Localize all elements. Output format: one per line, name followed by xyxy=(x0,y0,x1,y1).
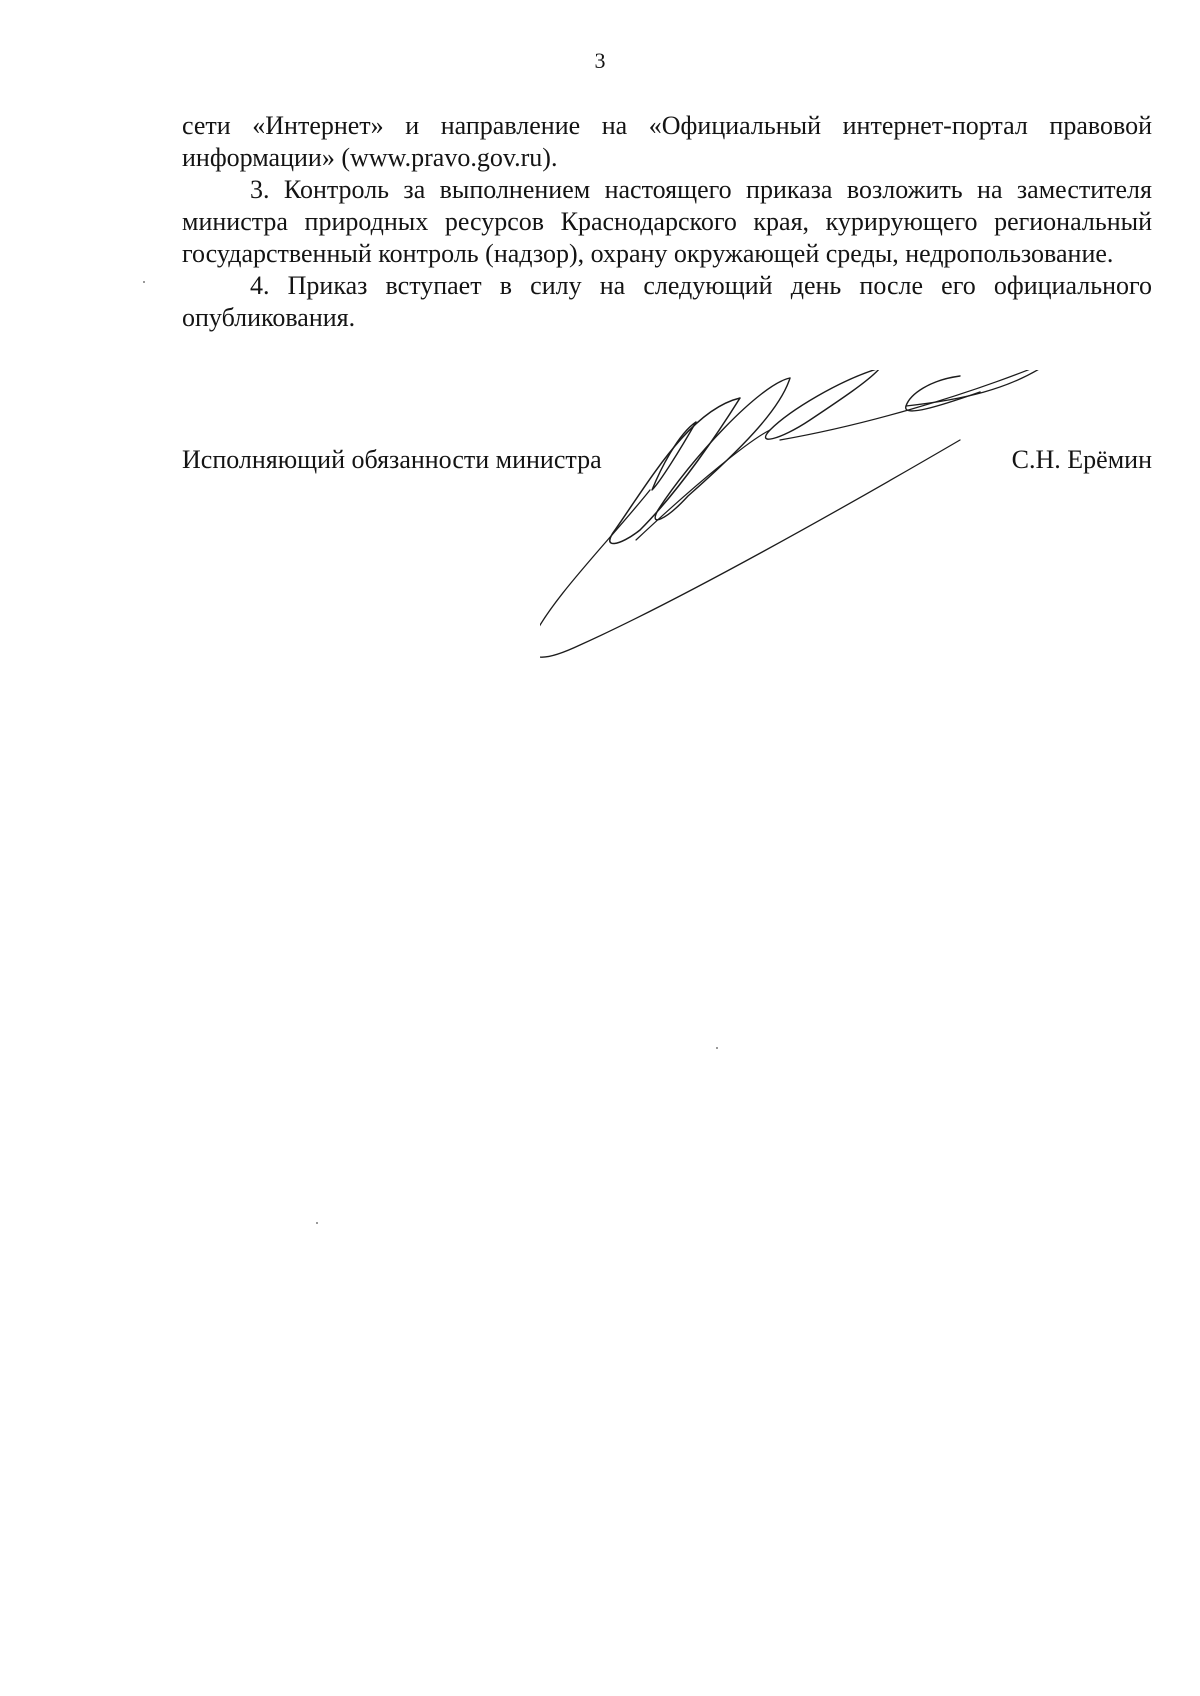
page-number: 3 xyxy=(594,48,606,73)
signatory-name: С.Н. Ерёмин xyxy=(1011,445,1152,474)
paragraph-continuation: сети «Интернет» и направление на «Официальный интернет-портал правовой информации» (www.pravo.gov.ru). xyxy=(182,111,1152,172)
scan-speck xyxy=(316,1222,318,1224)
handwritten-signature xyxy=(540,370,1160,710)
paragraph-4: 4. Приказ вступает в силу на следующий день после его официального опубликования. xyxy=(182,271,1152,332)
document-body xyxy=(182,110,1152,334)
scan-speck xyxy=(143,281,145,283)
paragraph-3: 3. Контроль за выполнением настоящего приказа возложить на заместителя министра природных ресурсов Краснодарского края, курирующего региональный государственный контроль (надзор), охрану окружающей среды, недропользование. xyxy=(182,175,1152,268)
signatory-role: Исполняющий обязанности министра xyxy=(182,445,602,474)
scan-speck xyxy=(716,1047,718,1049)
